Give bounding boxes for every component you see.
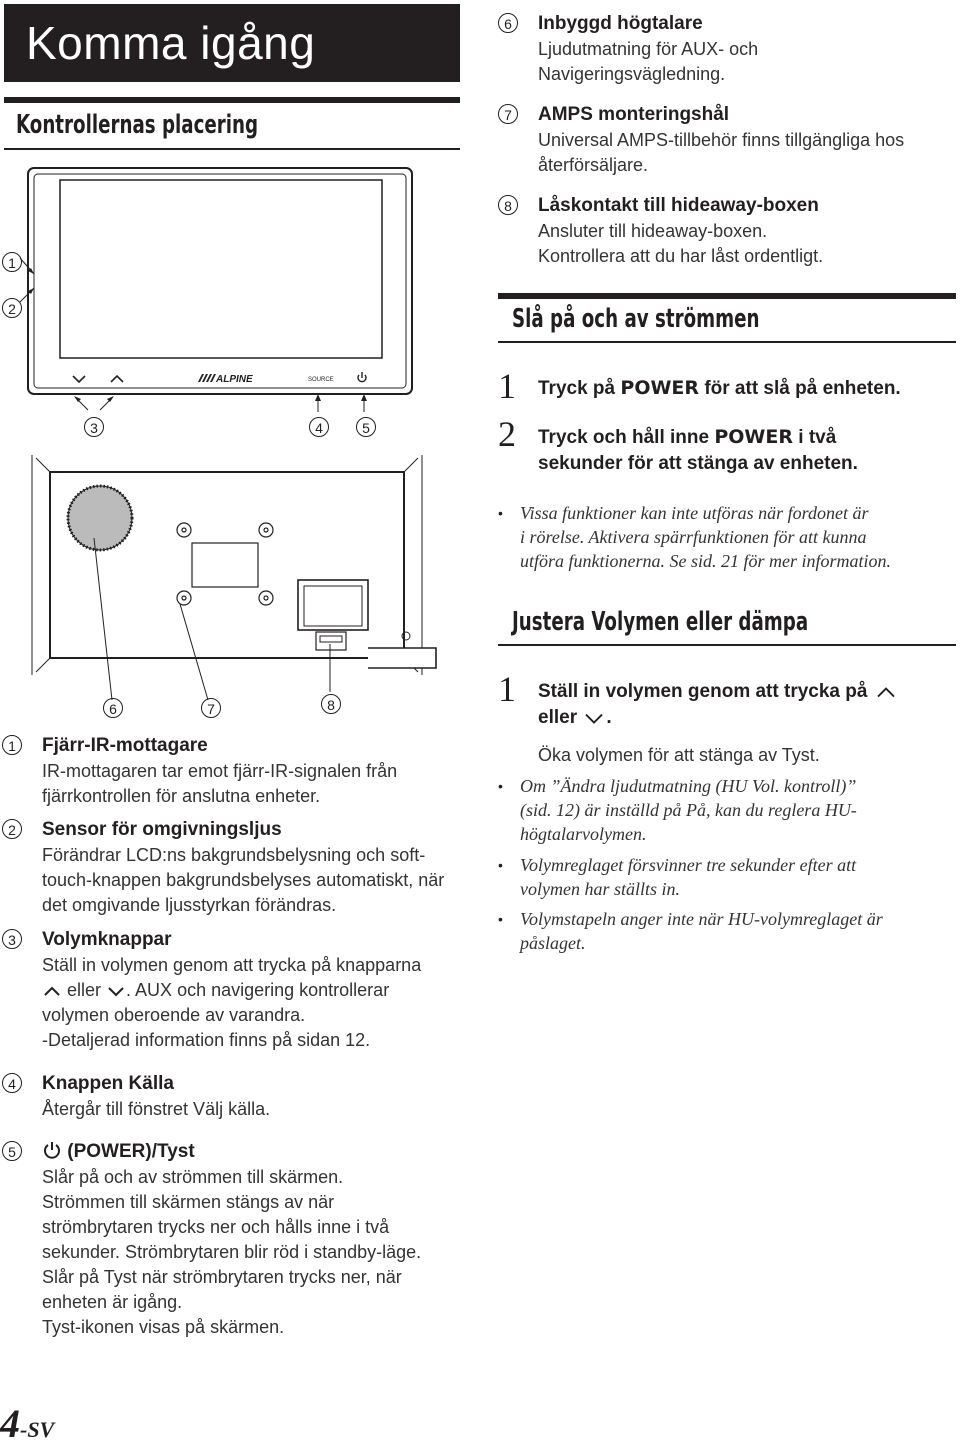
- power-icon: [358, 372, 366, 382]
- volume-text: Öka volymen för att stänga av Tyst.: [538, 745, 820, 765]
- power-icon: [42, 1140, 62, 1160]
- section-rule-top: [498, 293, 956, 299]
- step-number: 1: [498, 366, 516, 406]
- item-body: Förändrar LCD:ns bakgrundsbelysning och soft-touch-knappen bakgrundsbelyses automatiskt, när det omgivande ljusstyrkan förändras.: [42, 845, 445, 915]
- section-rule-top: [4, 97, 460, 103]
- bullet: •: [498, 778, 503, 794]
- bullet: •: [498, 505, 503, 521]
- item-title: Volymknappar: [42, 929, 172, 950]
- item-title: Fjärr-IR-mottagare: [42, 735, 208, 756]
- item-title: Sensor för omgivningsljus: [42, 819, 282, 840]
- section-rule-bottom: [4, 148, 460, 150]
- power-key: POWER: [620, 377, 700, 399]
- section-rule-bottom: [498, 644, 956, 646]
- callout-8: 8: [321, 694, 341, 714]
- item-amps-holes: 7 AMPS monteringshål Universal AMPS-tillbehör finns tillgängliga hos återförsäljare.: [498, 102, 948, 178]
- source-label: SOURCE: [308, 377, 334, 383]
- item-source-button: 4 Knappen Källa Återgår till fönstret Välj källa.: [2, 1071, 452, 1122]
- brand-label: ALPINE: [216, 374, 253, 385]
- volume-note-2: Volymreglaget försvinner tre sekunder efter att volymen har ställts in.: [520, 855, 857, 899]
- alpine-logo: [198, 374, 253, 385]
- item-body-line: volymen oberoende av varandra.: [42, 1005, 306, 1025]
- page-title: Komma igång: [4, 4, 460, 82]
- callout-7: 7: [201, 698, 221, 718]
- section-heading-controls: Kontrollernas placering: [16, 110, 259, 140]
- item-body: Återgår till fönstret Välj källa.: [42, 1099, 271, 1119]
- item-power-mute: 5 (POWER)/Tyst Slår på och av strömmen till skärmen. Strömmen till skärmen stängs av när strömbrytaren trycks ner och hålls inne i två sekunder. Strömbrytaren blir röd i standby-läge. Slår på Tyst när strömbrytaren trycks ner, när enheten är igång. Tyst-ikonen visas på skärmen.: [2, 1139, 452, 1340]
- callout-5: 5: [356, 417, 376, 437]
- step-number: 2: [498, 414, 516, 454]
- power-note: Vissa funktioner kan inte utföras när fordonet är i rörelse. Aktivera spärrfunktionen för att kunna utföra funktionerna. Se sid. 21 för mer information.: [520, 503, 891, 571]
- item-title: (POWER)/Tyst: [42, 1139, 452, 1165]
- item-body-line: eller . AUX och navigering kontrollerar: [42, 978, 452, 1003]
- caret-down-icon: [106, 984, 126, 998]
- volume-note-3: Volymstapeln anger inte när HU-volymreglaget är påslaget.: [520, 909, 883, 953]
- caret-down-icon: [582, 710, 606, 726]
- caret-up-icon: [873, 684, 899, 700]
- callout-1: 1: [2, 252, 22, 272]
- section-heading-volume: Justera Volymen eller dämpa: [512, 607, 809, 637]
- item-body-line: Ställ in volymen genom att trycka på knapparna: [42, 955, 422, 975]
- item-ir-receiver: 1 Fjärr-IR-mottagare IR-mottagaren tar emot fjärr-IR-signalen från fjärrkontrollen för anslutna enheter.: [2, 733, 452, 809]
- item-volume-buttons: 3 Volymknappar Ställ in volymen genom att trycka på knapparna eller . AUX och navigering kontrollerar volymen oberoende av varandra. -Detaljerad information finns på sidan 12.: [2, 927, 452, 1053]
- section-heading-power: Slå på och av strömmen: [512, 304, 760, 334]
- volume-step-1: Ställ in volymen genom att trycka på eller .: [538, 679, 948, 731]
- volume-note-1: Om ”Ändra ljudutmatning (HU Vol. kontroll)” (sid. 12) är inställd på På, kan du reglera HU- högtalarvolymen.: [520, 776, 857, 844]
- bullet: •: [498, 911, 503, 927]
- power-key: POWER: [714, 426, 793, 448]
- callout-6: 6: [103, 698, 123, 718]
- step-number: 1: [498, 669, 516, 709]
- device-diagram: [0, 160, 460, 720]
- page-number: 4-SV: [0, 1401, 55, 1446]
- caret-up-icon: [42, 984, 62, 998]
- volume-down-icon: [73, 376, 85, 382]
- volume-up-icon: [111, 376, 123, 382]
- callout-2: 2: [2, 298, 22, 318]
- power-step-1: Tryck på POWER för att slå på enheten.: [538, 377, 901, 399]
- device-screen: [60, 180, 382, 358]
- item-body: IR-mottagaren tar emot fjärr-IR-signalen från fjärrkontrollen för anslutna enheter.: [42, 761, 398, 806]
- connector-cable: [368, 648, 436, 668]
- device-front-outline: [28, 168, 412, 394]
- item-body-line: -Detaljerad information finns på sidan 12.: [42, 1030, 371, 1050]
- item-light-sensor: 2 Sensor för omgivningsljus Förändrar LCD:ns bakgrundsbelysning och soft-touch-knappen bakgrundsbelyses automatiskt, när det omgivande ljusstyrkan förändras.: [2, 817, 452, 918]
- power-step-2: Tryck och håll inne POWER i två sekunder för att stänga av enheten.: [538, 426, 858, 474]
- callout-3: 3: [84, 417, 104, 437]
- item-lock-connector: 8 Låskontakt till hideaway-boxen Ansluter till hideaway-boxen. Kontrollera att du har låst ordentligt.: [498, 193, 948, 269]
- connector-housing: [298, 580, 368, 630]
- bullet: •: [498, 857, 503, 873]
- item-speaker: 6 Inbyggd högtalare Ljudutmatning för AUX- och Navigeringsvägledning.: [498, 11, 948, 87]
- callout-4: 4: [309, 417, 329, 437]
- amps-holes: [177, 523, 273, 605]
- section-rule-bottom: [498, 341, 956, 343]
- item-title: Knappen Källa: [42, 1073, 174, 1094]
